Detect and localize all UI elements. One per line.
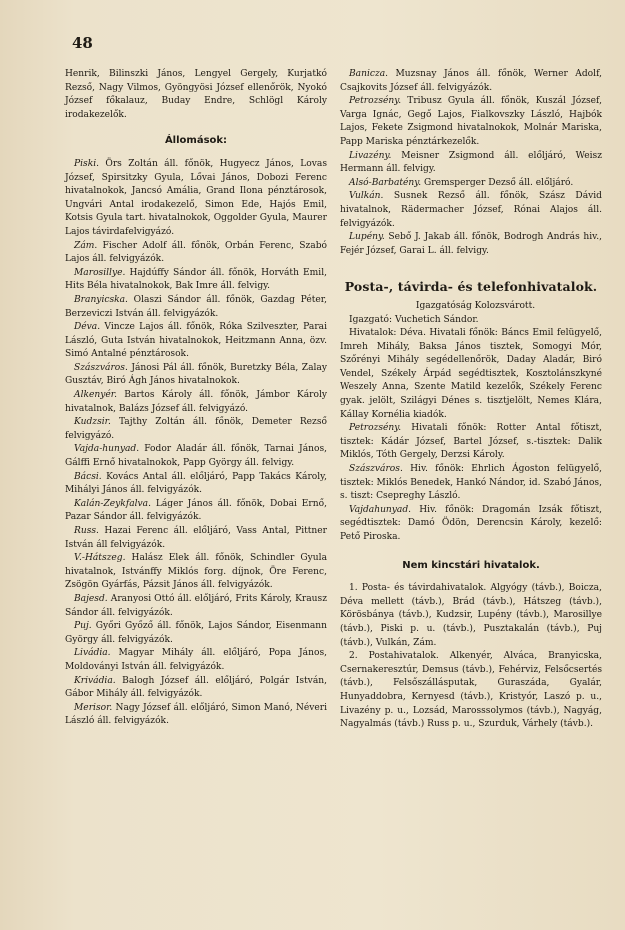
station-entry: [340, 231, 602, 258]
nem-kincstari-title: Nem kincstári hivatalok.: [402, 559, 540, 571]
entry-text: Hiv. főnök: Dragomán Izsák főtiszt, segédtisztek: Damó Ödön, Derencsin Károly, kezelő: Pető Piroska.: [340, 504, 602, 542]
posta-section-title: Posta-, távirda- és telefonhivatalok.: [344, 279, 598, 295]
station-entry: [65, 498, 327, 525]
station-entry: [65, 321, 327, 362]
entry-text: Aranyosi Ottó áll. előljáró, Frits Károly, Krausz Sándor áll. felvigyázók.: [65, 593, 327, 618]
posta-entry: [340, 327, 602, 422]
entry-place-name: Petrozsény.: [349, 96, 402, 107]
station-entry: [65, 240, 327, 267]
nem-kincstari-entry: [340, 650, 602, 732]
entry-place-name: Krivádia.: [74, 675, 116, 686]
station-entry: [65, 267, 327, 294]
entry-text: Nagy József áll. előljáró, Simon Manó, Néveri László áll. felvigyázók.: [65, 702, 327, 727]
posta-entry: [340, 504, 602, 545]
station-entry: [65, 702, 327, 729]
entry-text: Tribusz Gyula áll. főnök, Kuszál József, Varga Ignác, Gegő Lajos, Fialkovszky László, Hajbók Lajos, Fekete Zsigmond hivatalnokok, Molnár Mariska, Papp Mariska pénztárkezelők.: [340, 96, 602, 147]
entry-text: Meisner Zsigmond áll. előljáró, Weisz Hermann áll. felvigy.: [340, 150, 602, 175]
entry-place-name: Kalán-Zeykfalva.: [74, 498, 151, 509]
posta-entry: [340, 314, 602, 328]
entry-text: 2. Postahivatalok. Alkenyér, Alváca, Branyicska, Csernakeresztúr, Demsus (távb.), Fehérviz, Felsőcsertés (távb.), Felsőszállásputak, Guraszáda, Gyalár, Hunyaddobra, Kernyesd (távb.), Kristyór, Laszó p. u., Livazény p. u., Lozsád, Marosssolymos (távb.), Nagyág, Nagyalmás (távb.) Russ p. u., Szurduk, Várhely (távb.).: [340, 651, 602, 730]
station-entry: [65, 416, 327, 443]
posta-list: [340, 314, 602, 545]
station-entry: [65, 362, 327, 389]
station-entry: [65, 158, 327, 240]
entry-text: Fodor Aladár áll. főnök, Tarnai János, Gálffi Ernő hivatalnokok, Papp György áll. felvigy.: [65, 444, 327, 469]
page-number: 48: [72, 34, 93, 52]
station-entry: [65, 647, 327, 674]
entry-place-name: Marosillye.: [74, 267, 126, 278]
station-entry: [65, 443, 327, 470]
entry-text: Bartos Károly áll. főnök, Jámbor Károly hivatalnok, Balázs József áll. felvigyázó.: [65, 390, 327, 414]
intro-paragraph: Henrik, Bilinszki János, Lengyel Gergely, Kurjatkó Rezső, Nagy Vilmos, Gyöngyösi József ellenőrök, Nyokó József főkalauz, Buday Endre, Schlögl Károly irodakezelők.: [65, 69, 327, 120]
entry-place-name: Petrozsény.: [349, 423, 402, 434]
entry-text: Láger János áll. főnök, Dobai Ernő, Pazar Sándor áll. felvigyázók.: [65, 498, 327, 523]
entry-place-name: Piski.: [74, 158, 100, 169]
entry-text: Hajdúffy Sándor áll. főnök, Horváth Emil, Hits Béla hivatalnokok, Bak Imre áll. felvigy.: [65, 267, 327, 292]
entry-place-name: Livádia.: [74, 648, 111, 659]
entry-place-name: Vajdahunyad.: [349, 504, 412, 515]
entry-place-name: Bajesd.: [74, 593, 108, 604]
nem-kincstari-entry: [340, 582, 602, 650]
entry-place-name: V.-Hátszeg.: [74, 553, 126, 564]
entry-place-name: Szászváros.: [74, 362, 128, 373]
entry-text: Halász Elek áll. főnök, Schindler Gyula hivatalnok, Istvánffy Miklós forg. díjnok, Öre Ferenc, Zsögön Gyárfás, Pázsit János áll. felvigyázók.: [65, 553, 327, 591]
left-column: [65, 68, 327, 729]
entry-place-name: Russ.: [74, 526, 99, 536]
station-entry: [340, 177, 602, 191]
entry-text: Olaszi Sándor áll. főnök, Gazdag Péter, Berzeviczi István áll. felvigyázók.: [65, 294, 327, 319]
station-entry: [65, 389, 327, 416]
posta-subtitle: Igazgatóság Kolozsvárott.: [415, 300, 536, 311]
entry-place-name: Bácsi.: [74, 471, 102, 482]
entry-text: Jánosi Pál áll. főnök, Buretzky Béla, Zalay Gusztáv, Biró Ágh János hivatalnokok.: [65, 362, 327, 387]
entry-text: Győri Győző áll. főnök, Lajos Sándor, Eisenmann György áll. felvigyázók.: [65, 621, 327, 645]
entry-text: Örs Zoltán áll. főnök, Hugyecz János, Lovas József, Spirsitzky Gyula, Lővai János, Dobozi Ferenc hivatalnokok, Jancsó Amália, Grand Ilona pénztárosok, Ungvári Antal irodakezelő, Simon Ede, Hajós Emil, Kotsis Gyula tart. hivatalnokok, Oggolder Gyula, Maurer Lajos távirdafelvigyázó.: [65, 158, 327, 237]
entry-place-name: Vajda-hunyad.: [74, 444, 140, 455]
entry-text: Magyar Mihály áll. előljáró, Popa János, Moldoványi István áll. felvigyázók.: [65, 648, 327, 672]
entry-place-name: Merisor.: [74, 702, 113, 713]
station-entry: [65, 593, 327, 620]
entry-text: Balogh József áll. előljáró, Polgár István, Gábor Mihály áll. felvigyázók.: [65, 675, 327, 700]
entry-text: Hiv. főnök: Ehrlich Ágoston felügyelő, tisztek: Miklós Benedek, Hankó Nándor, id. Szabó János, s. tiszt: Csepreghy László.: [340, 464, 602, 502]
entry-text: Kovács Antal áll. előljáró, Papp Takács Károly, Mihályi János áll. felvigyázók.: [65, 471, 327, 496]
station-entry: [65, 675, 327, 702]
station-entry: [65, 294, 327, 321]
entry-text: Susnek Rezső áll. főnök, Szász Dávid hivatalnok, Rädermacher József, Rónai Alajos áll. felvigyázók.: [340, 191, 602, 229]
entry-text: Vincze Lajos áll. főnök, Róka Szilveszter, Parai László, Guta István hivatalnokok, Heitzmann Anna, özv. Simó Antalné pénztárosok.: [65, 322, 327, 360]
station-entry: [65, 620, 327, 647]
entry-text: Gremsperger Dezső áll. előljáró.: [421, 177, 574, 188]
station-entry: [340, 190, 602, 231]
entry-place-name: Lupény.: [349, 232, 385, 243]
entry-place-name: Szászváros.: [349, 464, 403, 475]
station-entry: [340, 95, 602, 149]
section-title-allomasok: Állomások:: [164, 135, 228, 147]
entry-text: Muzsnay János áll. főnök, Werner Adolf, Csajkovits József áll. felvigyázók.: [340, 69, 602, 93]
station-entry: [65, 552, 327, 593]
entry-place-name: Déva.: [74, 322, 101, 333]
entry-place-name: Alkenyér.: [74, 390, 117, 401]
station-entry: [340, 150, 602, 177]
entry-place-name: Zám.: [74, 240, 98, 251]
station-entry: [65, 525, 327, 552]
entry-place-name: Banicza.: [349, 69, 389, 79]
station-entry: [65, 471, 327, 498]
entry-place-name: Alsó-Barbatény.: [349, 177, 422, 188]
station-list-continued: [340, 68, 602, 258]
entry-place-name: Puj.: [74, 621, 92, 632]
entry-place-name: Kudzsir.: [74, 417, 111, 428]
entry-text: 1. Posta- és távirdahivatalok. Algyógy (távb.), Boicza, Déva mellett (távb.), Brád (távb.), Hátszeg (távb.), Körösbánya (távb.), Kudzsir, Lupény (távb.), Marosillye (távb.), Piski p. u. (távb.), Pusztakalán (távb.), Puj (távb.), Vulkán, Zám.: [340, 583, 602, 648]
nem-kincstari-list: [340, 582, 602, 732]
entry-text: Sebő J. Jakab áll. főnök, Bodrogh András hiv., Fejér József, Garai L. áll. felvigy.: [340, 232, 602, 256]
entry-text: Igazgató: Vuchetich Sándor.: [349, 314, 479, 325]
entry-text: Hivatalok: Déva. Hivatali főnök: Báncs Emil felügyelő, Imreh Mihály, Baksa János tisztek, Somogyi Mór, Szőrényi Mihály segédellenőrök, Daday Aladár, Biró Vendel, Székely Árpád segédtisztek, Kosztolánszkyné Weszely Anna, Szente Matild kezelők, Székely Ferenc gyak. jelölt, Szilágyi Dénes s. tisztjelölt, Nemes Klára, Kállay Kornélia kiadók.: [340, 328, 602, 420]
entry-text: Fischer Adolf áll. főnök, Orbán Ferenc, Szabó Lajos áll. felvigyázók.: [65, 240, 327, 265]
posta-entry: [340, 422, 602, 463]
posta-entry: [340, 463, 602, 504]
station-entry: [340, 68, 602, 95]
entry-text: Hivatali főnök: Rotter Antal főtiszt, tisztek: Kádár József, Bartel József, s.-tisztek: Dalik Miklós, Tóth Gergely, Derzsi Károly.: [340, 423, 602, 461]
entry-place-name: Vulkán.: [349, 191, 384, 202]
entry-text: Hazai Ferenc áll. előljáró, Vass Antal, Pittner István áll felvigyázók.: [65, 526, 327, 550]
entry-place-name: Livazény.: [349, 150, 392, 161]
right-column: [340, 68, 602, 732]
entry-text: Tajthy Zoltán áll. főnök, Demeter Rezső felvigyázó.: [65, 417, 327, 441]
station-list: [65, 158, 327, 729]
entry-place-name: Branyicska.: [74, 294, 128, 305]
